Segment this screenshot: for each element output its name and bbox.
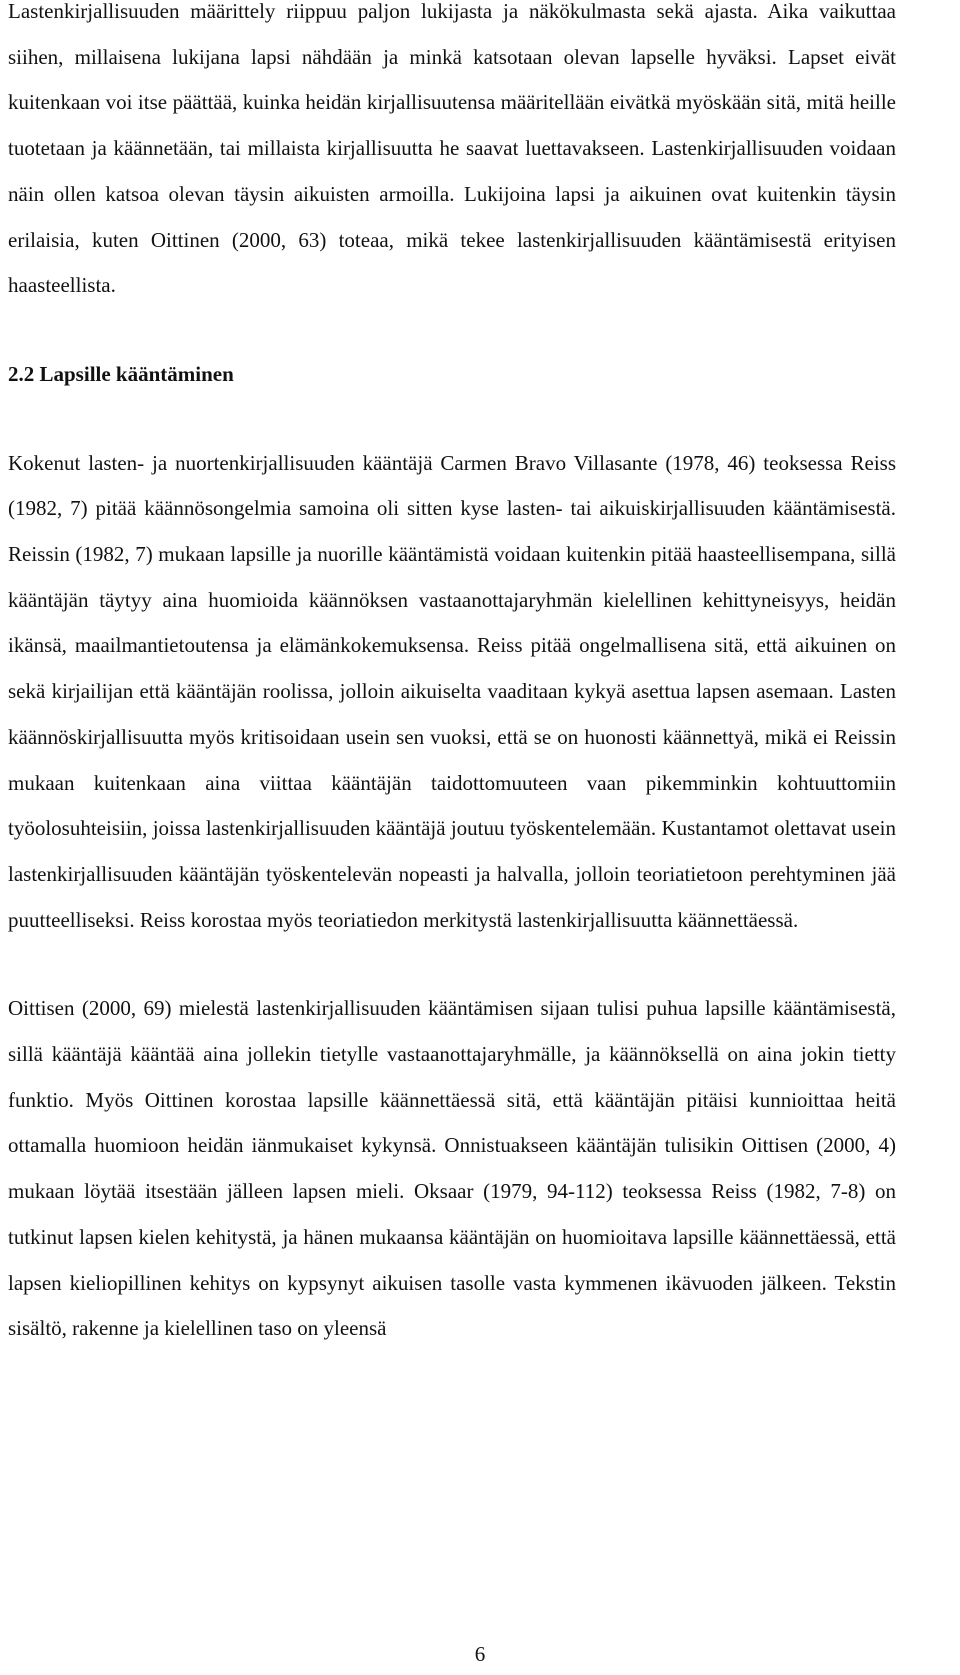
spacer	[8, 398, 896, 441]
page-number: 6	[474, 1642, 486, 1666]
paragraph-translation-problems: Kokenut lasten- ja nuortenkirjallisuuden kääntäjä Carmen Bravo Villasante (1978, 46) teoksessa Reiss (1982, 7) pitää käännösongelmia samoina oli sitten kyse lasten- tai aikuiskirjallisuuden kääntämisestä. Reissin (1982, 7) mukaan lapsille ja nuorille kääntämistä voidaan kuitenkin pitää haasteellisempana, sillä kääntäjän täytyy aina huomioida käännöksen vastaanottajaryhmän kielellinen kehittyneisyys, heidän ikänsä, maailmantietoutensa ja elämänkokemuksensa. Reiss pitää ongelmallisena sitä, että aikuinen on sekä kirjailijan että kääntäjän roolissa, jolloin aikuiselta vaaditaan kykyä asettua lapsen asemaan. Lasten käännöskirjallisuutta myös kritisoidaan usein sen vuoksi, että se on huonosti käännettyä, mikä ei Reissin mukaan kuitenkaan aina viittaa kääntäjän taidottomuuteen vaan pikemminkin kohtuuttomiin työolosuhteisiin, joissa lastenkirjallisuuden kääntäjä joutuu työskentelemään. Kustantamot olettavat usein lastenkirjallisuuden kääntäjän työskentelevän nopeasti ja halvalla, jolloin teoriatietoon perehtyminen jää puutteelliseksi. Reiss korostaa myös teoriatiedon merkitystä lastenkirjallisuutta käännettäessä.	[8, 450, 896, 932]
spacer	[8, 943, 896, 986]
section-heading: 2.2 Lapsille kääntäminen	[8, 361, 234, 386]
paragraph-intro: Lastenkirjallisuuden määrittely riippuu paljon lukijasta ja näkökulmasta sekä ajasta. Aika vaikuttaa siihen, millaisena lukijana lapsi nähdään ja minkä katsotaan olevan lapselle hyväksi. Lapset eivät kuitenkaan voi itse päättää, kuinka heidän kirjallisuutensa määritellään eivätkä myöskään sitä, mitä heille tuotetaan ja käännetään, tai millaista kirjallisuutta he saavat luettavakseen. Lastenkirjallisuuden voidaan näin ollen katsoa olevan täysin aikuisten armoilla. Lukijoina lapsi ja aikuinen ovat kuitenkin täysin erilaisia, kuten Oittinen (2000, 63) toteaa, mikä tekee lastenkirjallisuuden kääntämisestä erityisen haasteellista.	[8, 0, 896, 298]
document-page	[8, 0, 896, 1352]
spacer	[8, 309, 896, 352]
paragraph-oittinen: Oittisen (2000, 69) mielestä lastenkirjallisuuden kääntämisen sijaan tulisi puhua lapsille kääntämisestä, sillä kääntäjä kääntää aina jollekin tietylle vastaanottajaryhmälle, ja käännöksellä on aina jokin tietty funktio. Myös Oittinen korostaa lapsille käännettäessä sitä, että kääntäjän pitäisi kunnioittaa heitä ottamalla huomioon heidän iänmukaiset kykynsä. Onnistuakseen kääntäjän tulisikin Oittisen (2000, 4) mukaan löytää itsestään jälleen lapsen mieli. Oksaar (1979, 94-112) teoksessa Reiss (1982, 7-8) on tutkinut lapsen kielen kehitystä, ja hänen mukaansa kääntäjän on huomioitava lapsille käännettäessä, että lapsen kieliopillinen kehitys on kypsynyt aikuisen tasolle vasta kymmenen ikävuoden jälkeen. Tekstin sisältö, rakenne ja kielellinen taso on yleensä	[8, 996, 896, 1341]
